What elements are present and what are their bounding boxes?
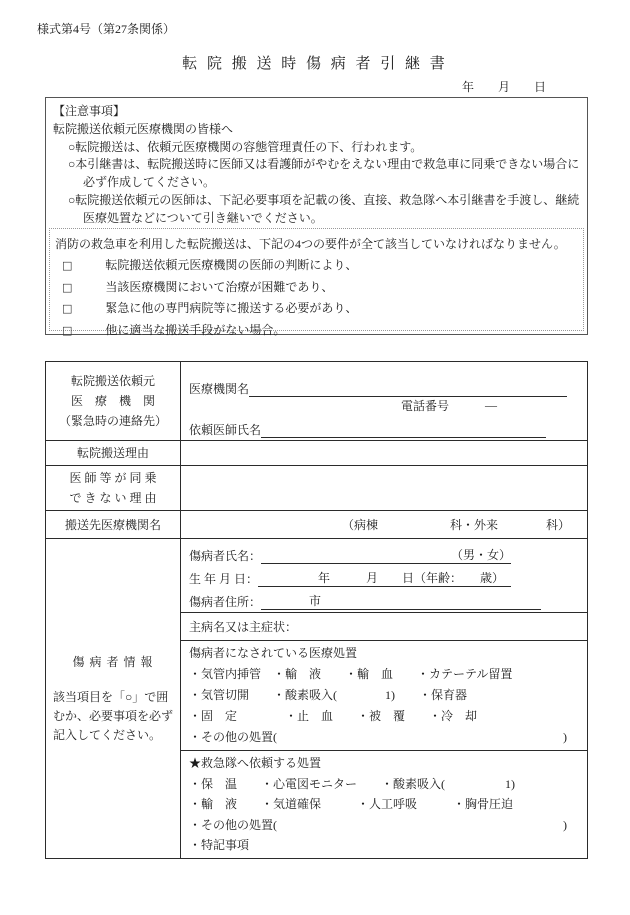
ems-requests-cell — [181, 751, 588, 859]
row-no-escort-reason — [46, 466, 588, 511]
birth-date-label: 生 年 月 日： — [189, 572, 259, 586]
patient-info-section-label: 傷 病 者 情 報 — [72, 654, 154, 669]
checkbox-icon: □ — [62, 302, 73, 316]
origin-label-cell — [46, 362, 181, 441]
requirement-item-label: 当該医療機関において治療が困難であり、 — [105, 279, 334, 294]
address-label: 傷病者住所： — [189, 595, 262, 609]
page-title: 転 院 搬 送 時 傷 病 者 引 継 書 — [182, 56, 448, 72]
address-underline: 市 — [261, 592, 541, 610]
requirement-item — [55, 320, 578, 342]
patient-name-field — [189, 541, 579, 564]
notice-heading: 【注意事項】 — [53, 104, 126, 118]
checkbox-icon: □ — [62, 324, 73, 338]
notice-item: ○転院搬送は、依頼元医療機関の容態管理責任の下、行われます。 — [68, 139, 423, 154]
phone-field — [189, 397, 579, 414]
gender-options: （男・女） — [450, 548, 511, 562]
patient-name-label: 傷病者氏名： — [189, 549, 262, 563]
no-escort-label-line: で き な い 理 由 — [69, 491, 157, 505]
requirement-item — [55, 298, 578, 320]
treatments-other-close-paren: ) — [563, 730, 567, 744]
main-table — [45, 361, 588, 859]
doctor-name-underline — [261, 423, 546, 438]
treatments-other-field — [189, 727, 579, 748]
patient-info-label-cell — [46, 539, 181, 859]
doctor-name-label: 依頼医師氏名 — [189, 422, 262, 437]
ems-row: ・輸 液 ・気道確保 ・人工呼吸 ・胸骨圧迫 — [189, 797, 514, 812]
treatments-cell — [181, 641, 588, 751]
requirement-item-label: 転院搬送依頼元医療機関の医師の判断により、 — [105, 257, 358, 272]
requirement-item — [55, 277, 578, 299]
notice-item: ○転院搬送依頼元の医師は、下記必要事項を記載の後、直接、救急隊へ本引継書を手渡し、継続医療処置などについて引き継いでください。 — [68, 192, 580, 225]
origin-label-line: （緊急時の連絡先） — [58, 414, 167, 428]
patient-identity-cell — [181, 539, 588, 613]
row-transfer-reason — [46, 441, 588, 466]
phone-dash: ― — [485, 397, 498, 412]
main-disease-label: 主病名又は主症状： — [189, 620, 298, 634]
notice-salutation: 転院搬送依頼元医療機関の皆様へ — [53, 121, 234, 136]
treatments-row: ・気管切開 ・酸素吸入( 1) ・保育器 — [189, 688, 467, 702]
requirements-box — [49, 228, 584, 338]
org-name-label: 医療機関名 — [189, 381, 250, 396]
ems-special-note: ・特記事項 — [189, 838, 250, 853]
destination-label: 搬送先医療機関名 — [46, 511, 181, 539]
origin-value-cell — [181, 362, 588, 441]
treatments-other-label: ・その他の処置( — [189, 730, 277, 744]
no-escort-value-cell — [181, 466, 588, 511]
origin-label-line: 転院搬送依頼元 — [70, 374, 155, 388]
ems-other-label: ・その他の処置( — [189, 817, 277, 832]
ems-other-field — [189, 815, 579, 836]
date-line: 年 月 日 — [461, 80, 546, 94]
checkbox-icon: □ — [62, 280, 73, 294]
transfer-reason-value-cell — [181, 441, 588, 466]
phone-label: 電話番号 — [401, 398, 450, 413]
birth-date-field — [189, 564, 579, 587]
no-escort-label-cell — [46, 466, 181, 511]
row-origin — [46, 362, 588, 441]
origin-label-line: 医 療 機 関 — [70, 394, 155, 408]
row-destination — [46, 511, 588, 539]
birth-date-underline: 年 月 日（年齢： 歳） — [258, 569, 511, 587]
requirement-item — [55, 255, 578, 277]
notice-box — [45, 97, 588, 338]
checkbox-icon: □ — [62, 258, 73, 272]
requirement-item-label: 他に適当な搬送手段がない場合。 — [105, 323, 286, 338]
treatments-row: ・固 定 ・止 血 ・被 覆 ・冷 却 — [189, 709, 478, 723]
patient-info-note: 該当項目を「○」で囲むか、必要事項を必ず記入してください。 — [53, 689, 174, 742]
ems-row: ・保 温 ・心電図モニター ・酸素吸入( 1) — [189, 776, 515, 791]
org-name-field — [189, 375, 579, 397]
patient-name-underline — [261, 546, 511, 564]
main-disease-cell — [181, 613, 588, 641]
form-number: 様式第4号（第27条関係） — [37, 22, 176, 36]
treatments-row: ・気管内挿管 ・輸 液 ・輸 血 ・カテーテル留置 — [189, 667, 513, 681]
org-name-underline — [249, 382, 567, 397]
address-field — [189, 587, 579, 610]
ems-other-close-paren: ) — [563, 817, 567, 832]
requirement-item-label: 緊急に他の専門病院等に搬送する必要があり、 — [105, 301, 358, 316]
no-escort-label-line: 医 師 等 が 同 乗 — [69, 471, 157, 485]
destination-value: （病棟 科・外来 科） — [181, 511, 588, 539]
requirements-intro: 消防の救急車を利用した転院搬送は、下記の4つの要件が全て該当していなければなりません。 — [55, 237, 566, 251]
treatments-heading: 傷病者になされている医療処置 — [189, 646, 358, 660]
transfer-reason-label: 転院搬送理由 — [46, 441, 181, 466]
ems-heading: ★救急隊へ依頼する処置 — [189, 756, 322, 770]
doctor-name-field — [189, 414, 579, 438]
notice-item: ○本引継書は、転院搬送時に医師又は看護師がやむをえない理由で救急車に同乗できない場合に必ず作成してください。 — [68, 157, 580, 190]
row-patient-identity — [46, 539, 588, 613]
